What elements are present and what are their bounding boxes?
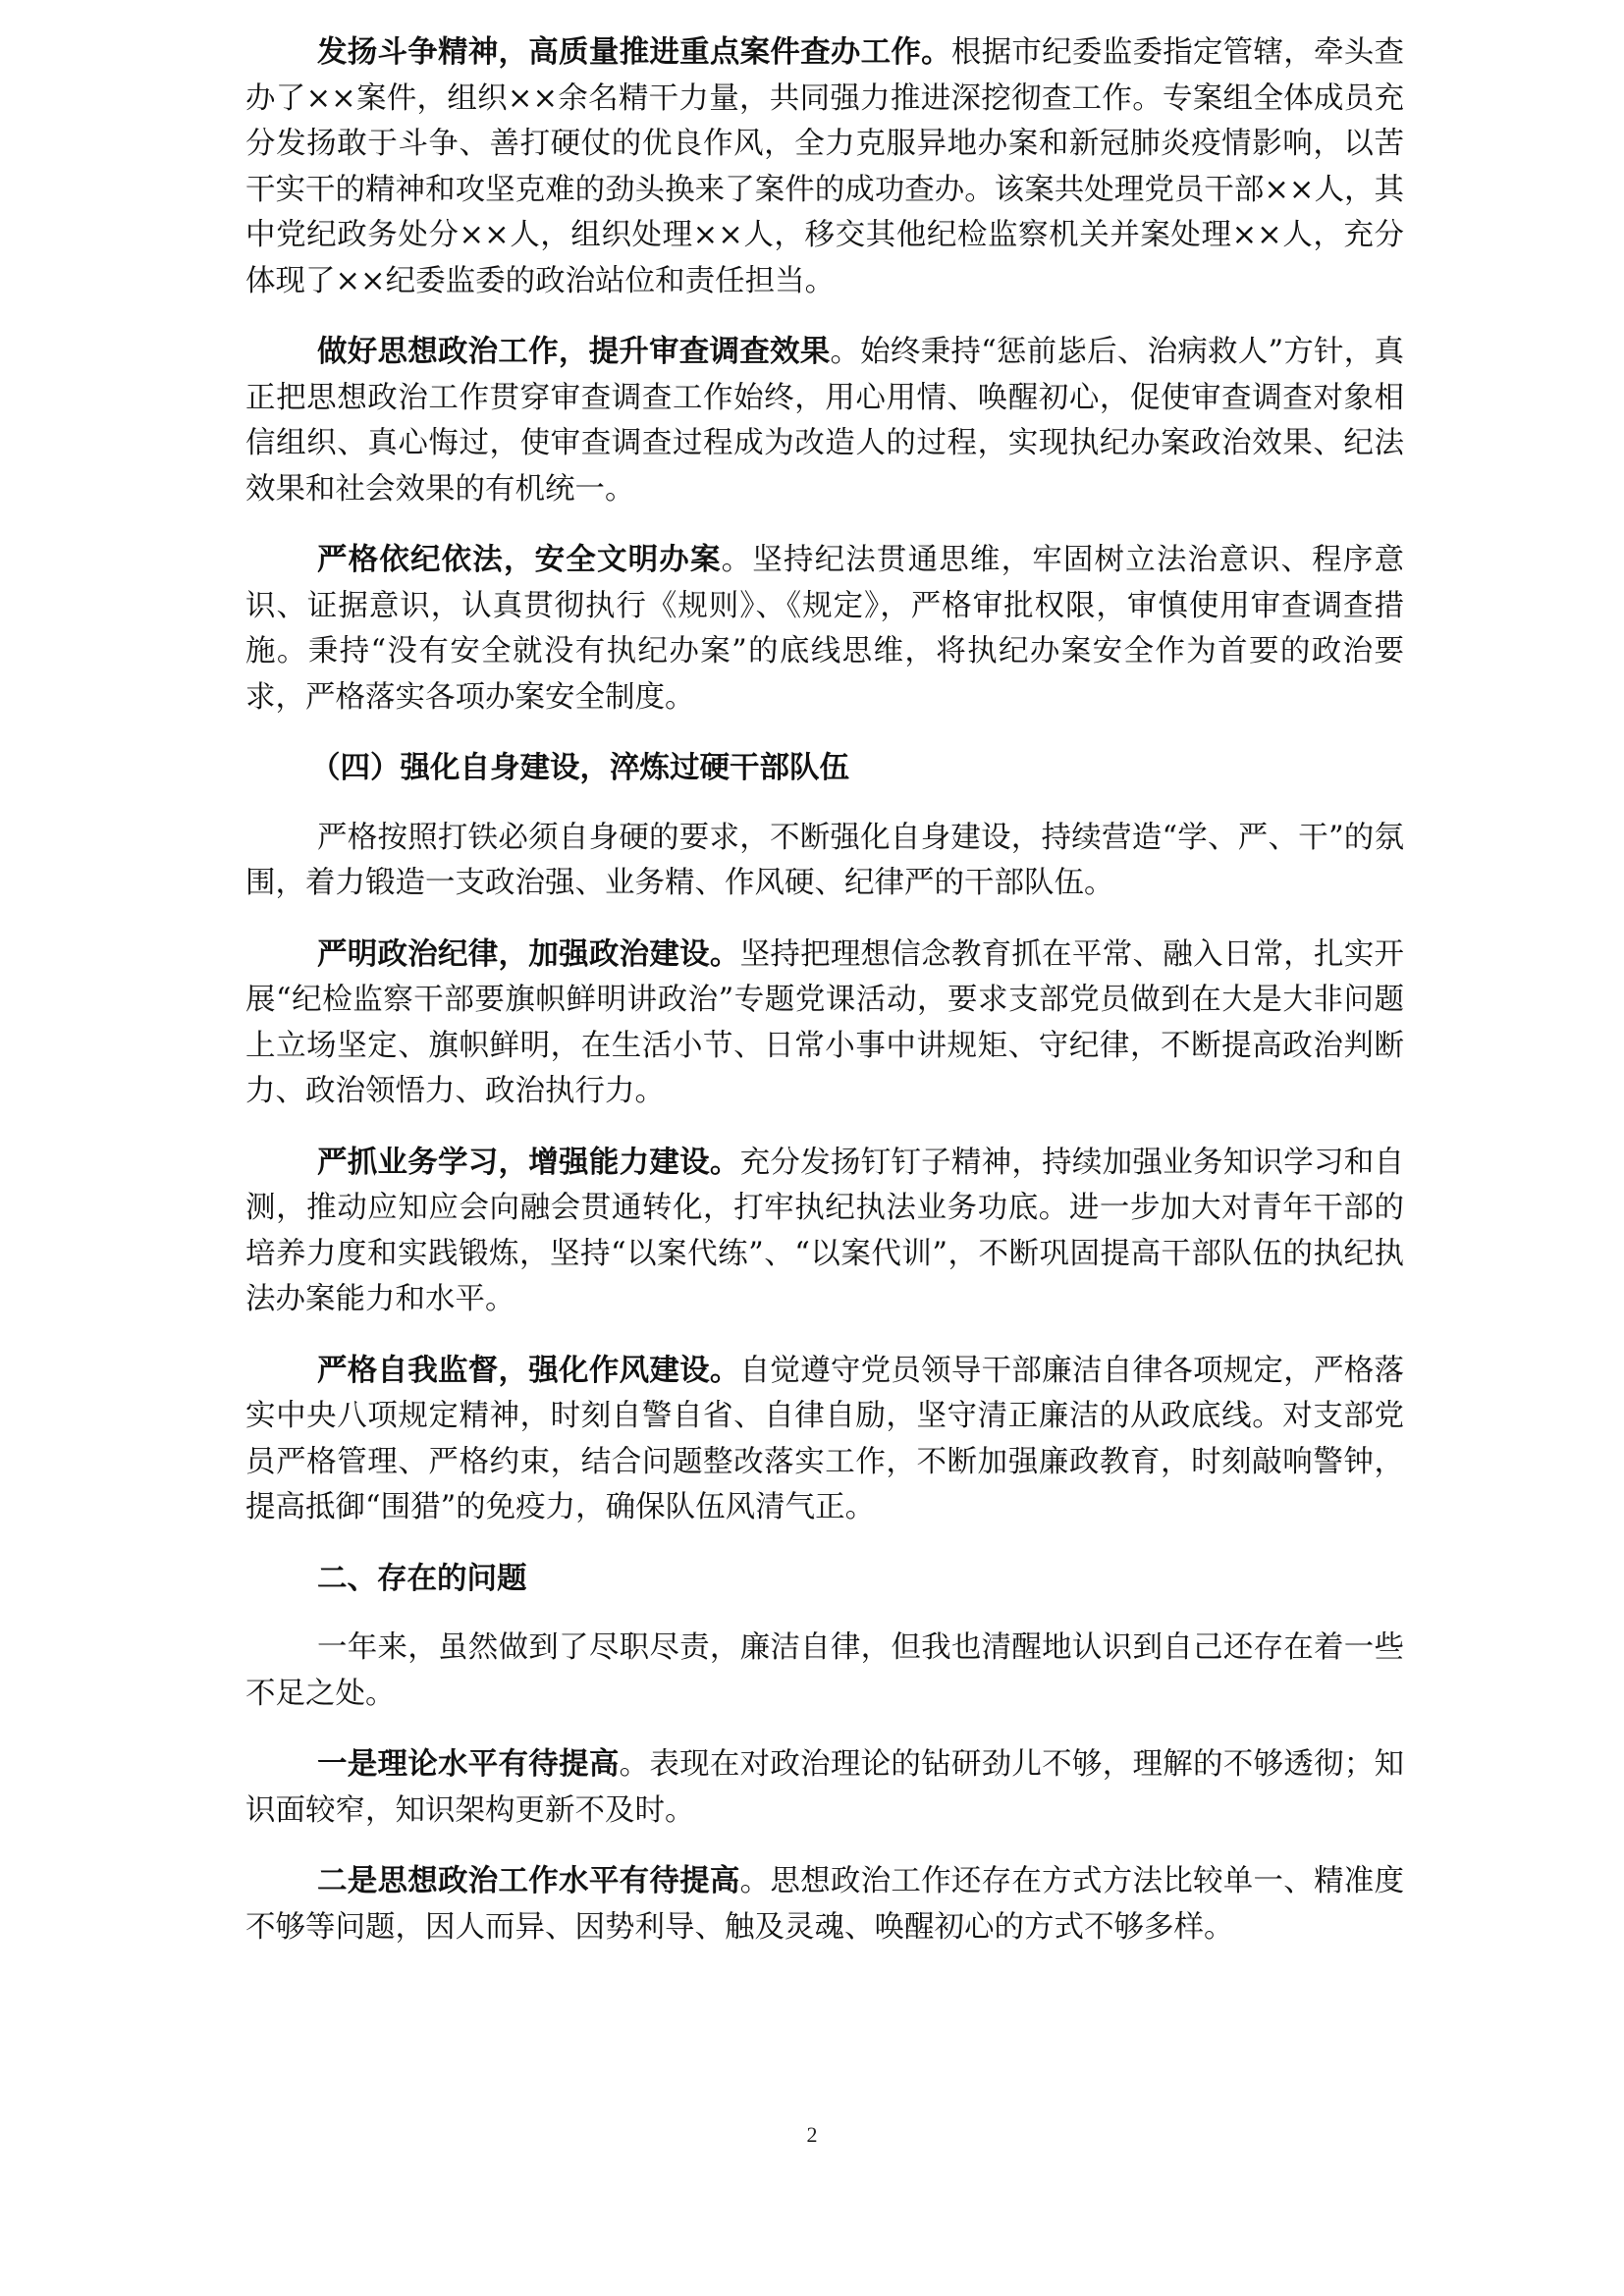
section-four-heading: （四）强化自身建设，淬炼过硬干部队伍: [310, 750, 849, 785]
problem-item-ideological: [245, 1858, 1404, 1950]
paragraph-text: 。思想政治工作还存在方式方法比较单一、精准度不够等问题，因人而异、因势利导、触及灵魂、唤醒初心的方式不够多样。: [245, 1864, 1405, 1945]
paragraph-business-study: [245, 1140, 1404, 1323]
paragraph-lead: 做好思想政治工作，提升审查调查效果: [317, 334, 831, 369]
section-two-intro: 一年来，虽然做到了尽职尽责，廉洁自律，但我也清醒地认识到自己还存在着一些不足之处。: [245, 1630, 1404, 1711]
paragraph-lead: 严格依纪依法，安全文明办案: [317, 542, 722, 577]
paragraph-ideological-work: [245, 329, 1404, 512]
paragraph-lead: 发扬斗争精神，高质量推进重点案件查办工作。: [317, 34, 951, 70]
paragraph-political-discipline: [245, 932, 1404, 1115]
paragraph-text: 充分发扬钉钉子精神，持续加强业务知识学习和自测，推动应知应会向融会贯通转化，打牢执纪执法业务功底。进一步加大对青年干部的培养力度和实践锻炼，坚持“以案代练”、“以案代训”，不断巩固提高干部队伍的执纪执法办案能力和水平。: [245, 1145, 1405, 1316]
page-number: 2: [806, 2122, 818, 2147]
paragraph-text: 。始终秉持“惩前毖后、治病救人”方针，真正把思想政治工作贯穿审查调查工作始终，用心用情、唤醒初心，促使审查调查对象相信组织、真心悔过，使审查调查过程成为改造人的过程，实现执纪办案政治效果、纪法效果和社会效果的有机统一。: [245, 335, 1405, 507]
paragraph-self-supervision: [245, 1348, 1404, 1531]
paragraph-text: 自觉遵守党员领导干部廉洁自律各项规定，严格落实中央八项规定精神，时刻自警自省、自律自励，坚守清正廉洁的从政底线。对支部党员严格管理、严格约束，结合问题整改落实工作，不断加强廉政教育，时刻敲响警钟，提高抵御“围猎”的免疫力，确保队伍风清气正。: [245, 1353, 1405, 1524]
paragraph-text: 根据市纪委监委指定管辖，牵头查办了××案件，组织××余名精干力量，共同强力推进深挖彻查工作。专案组全体成员充分发扬敢于斗争、善打硬仗的优良作风，全力克服异地办案和新冠肺炎疫情影响，以苦干实干的精神和攻坚克难的劲头换来了案件的成功查办。该案共处理党员干部××人，其中党纪政务处分××人，组织处理××人，移交其他纪检监察机关并案处理××人，充分体现了××纪委监委的政治站位和责任担当。: [245, 35, 1405, 298]
problem-item-theory: [245, 1741, 1404, 1834]
paragraph-lead: 严抓业务学习，增强能力建设。: [317, 1144, 740, 1180]
paragraph-lead: 一是理论水平有待提高: [317, 1746, 620, 1782]
paragraph-text: 。表现在对政治理论的钻研劲儿不够，理解的不够透彻；知识面较窄，知识架构更新不及时。: [245, 1747, 1405, 1828]
section-four-intro: 严格按照打铁必须自身硬的要求，不断强化自身建设，持续营造“学、严、干”的氛围，着力锻造一支政治强、业务精、作风硬、纪律严的干部队伍。: [245, 820, 1404, 900]
paragraph-lead: 严格自我监督，强化作风建设。: [317, 1352, 740, 1388]
paragraph-lead: 严明政治纪律，加强政治建设。: [317, 935, 740, 972]
paragraph-lawful-handling: [245, 537, 1404, 721]
paragraph-case-handling: [245, 29, 1404, 304]
paragraph-lead: 二是思想政治工作水平有待提高: [317, 1863, 740, 1898]
paragraph-text: 坚持把理想信念教育抓在平常、融入日常，扎实开展“纪检监察干部要旗帜鲜明讲政治”专题党课活动，要求支部党员做到在大是大非问题上立场坚定、旗帜鲜明，在生活小节、日常小事中讲规矩、守纪律，不断提高政治判断力、政治领悟力、政治执行力。: [245, 936, 1405, 1108]
document-page: [245, 29, 1404, 1975]
section-two-heading: 二、存在的问题: [317, 1560, 527, 1596]
paragraph-text: 。坚持纪法贯通思维，牢固树立法治意识、程序意识、证据意识，认真贯彻执行《规则》、《规定》，严格审批权限，审慎使用审查调查措施。秉持“没有安全就没有执纪办案”的底线思维，将执纪办案安全作为首要的政治要求，严格落实各项办案安全制度。: [245, 543, 1405, 715]
